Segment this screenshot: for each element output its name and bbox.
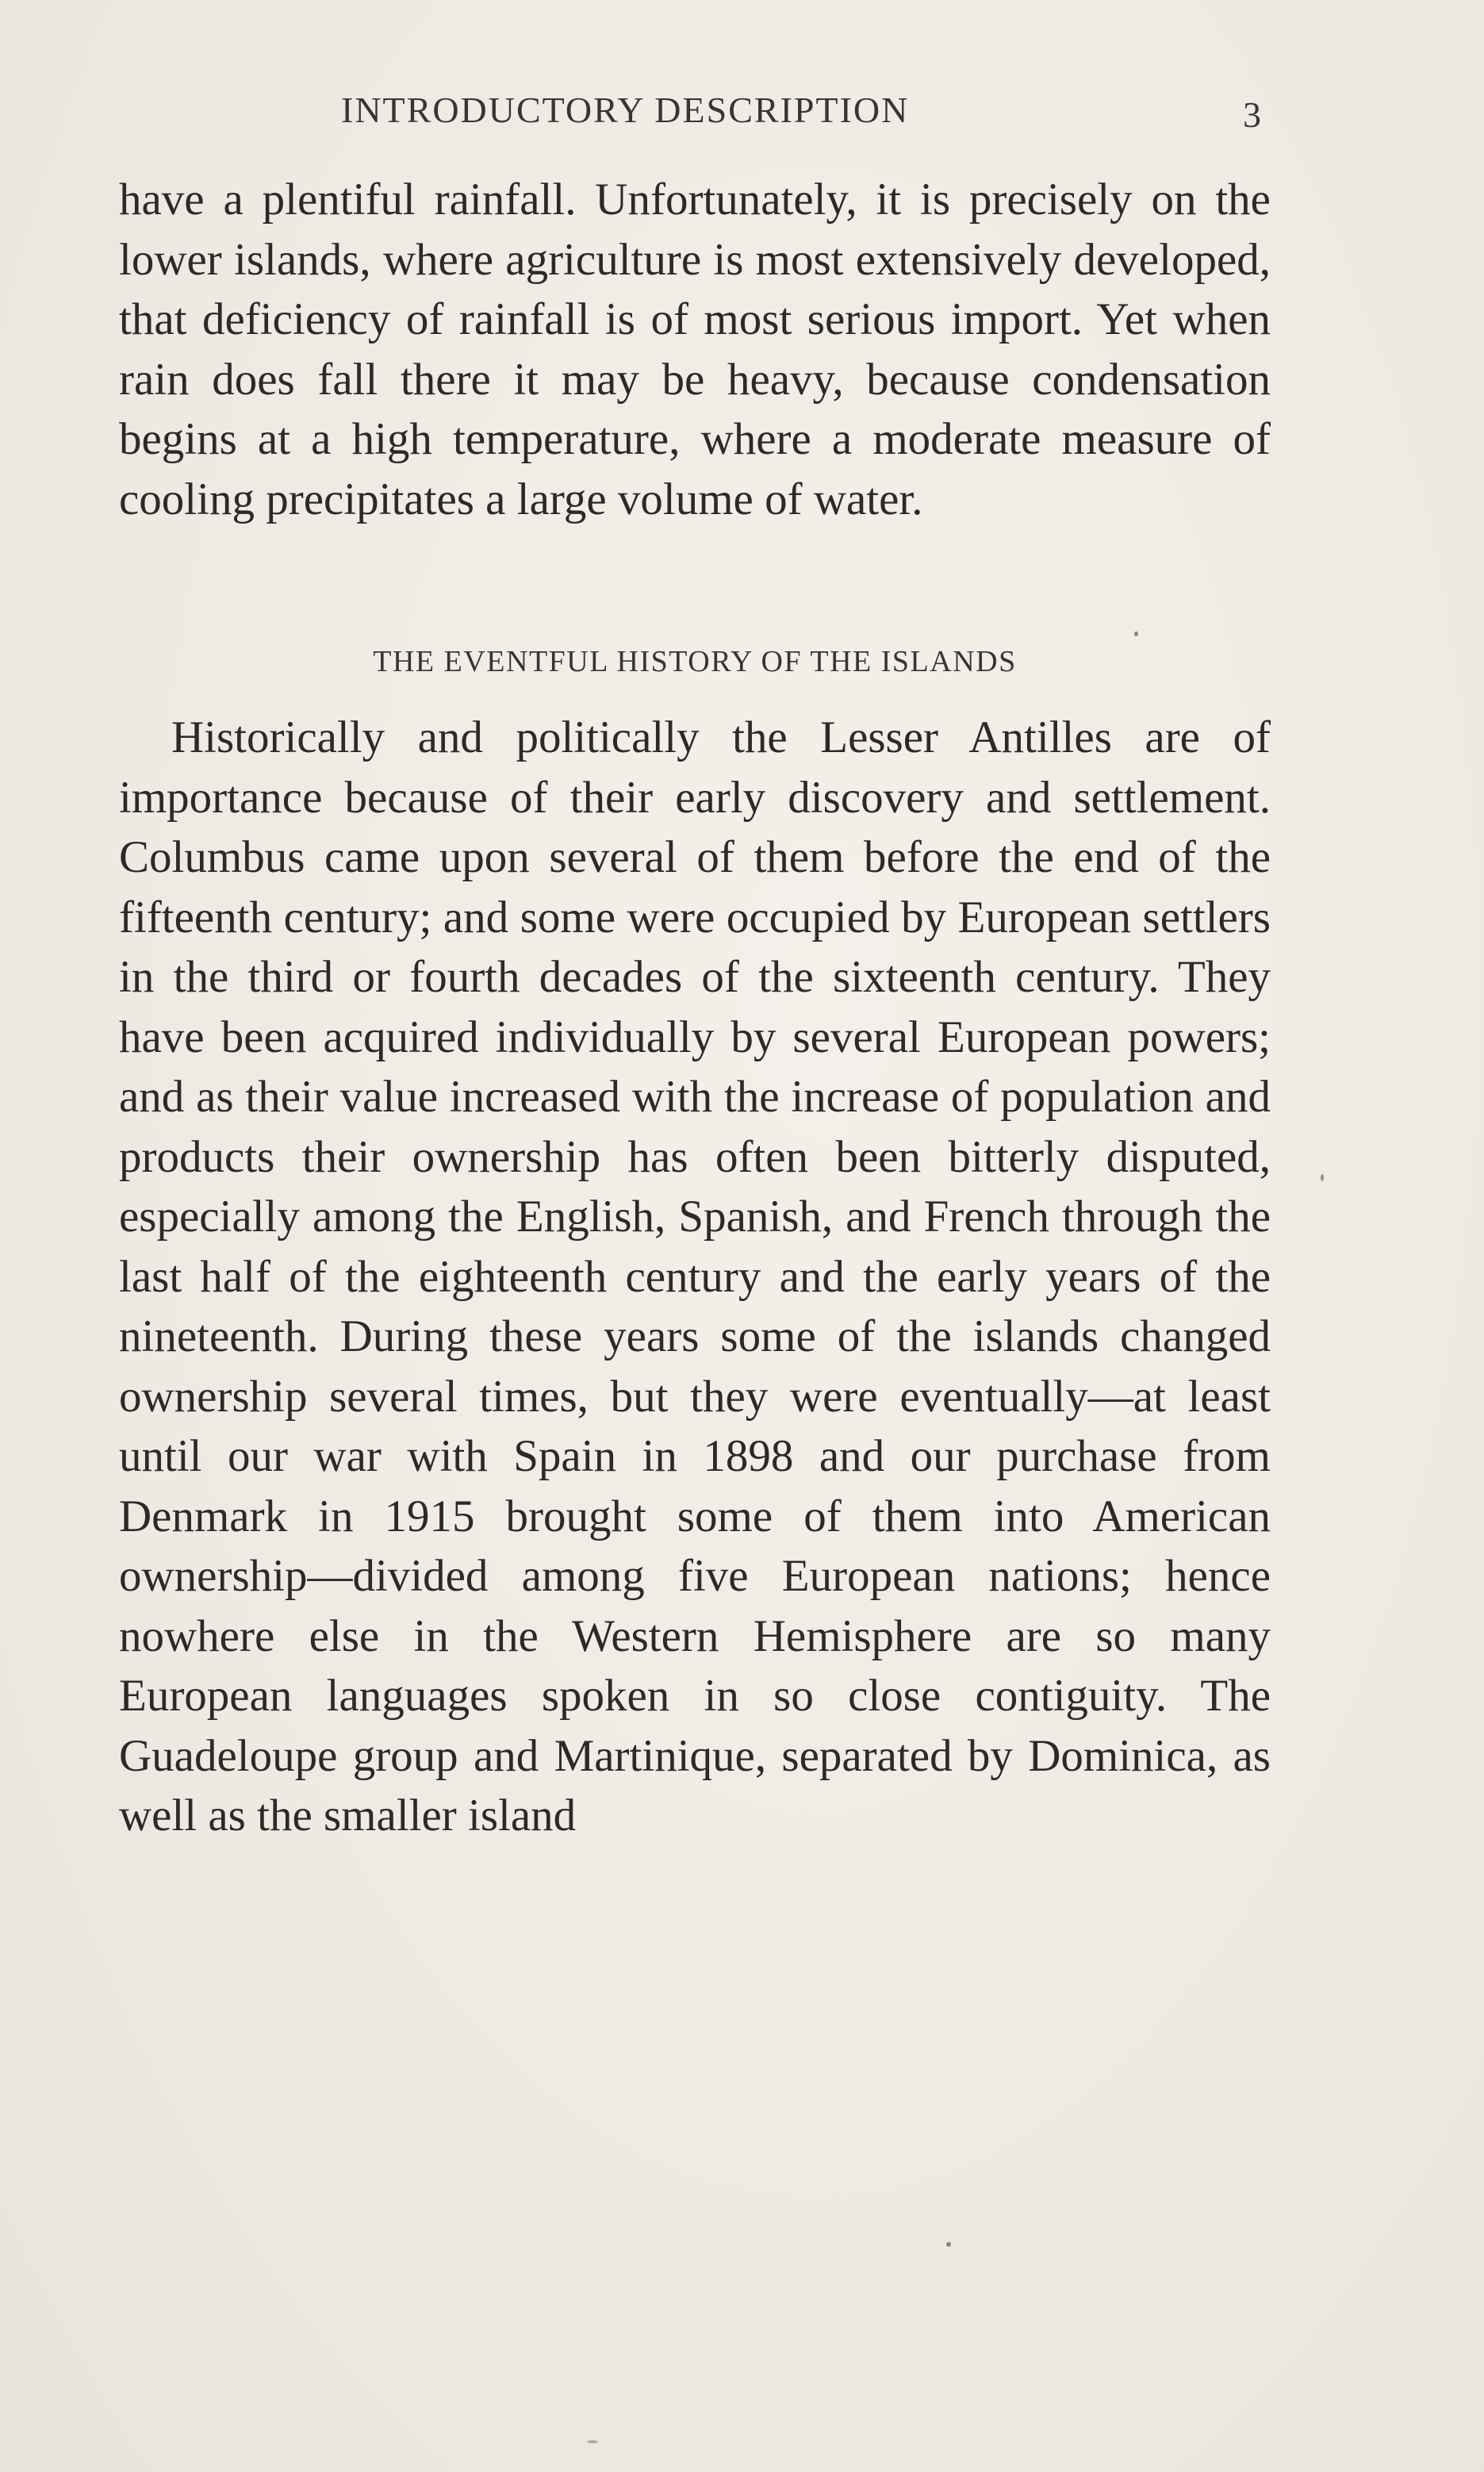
paragraph-continued: have a plentiful rainfall. Unfortunately, it is precisely on the lower islands, where agriculture is most extensively developed, that deficiency of rainfall is of most serious import. Yet when rain does fall there it may be heavy, because condensation begins at a high temperature, where a moderate measure of cooling precipitates a large volume of water.: [119, 175, 1271, 524]
running-head: [119, 89, 1261, 136]
paper-speck: [1321, 1174, 1324, 1181]
running-title: INTRODUCTORY DESCRIPTION: [341, 90, 910, 130]
page-number: 3: [1243, 94, 1261, 135]
section-heading: THE EVENTFUL HISTORY OF THE ISLANDS: [373, 645, 1017, 678]
paper-speck: [946, 2242, 951, 2247]
paper-speck: [1134, 631, 1138, 636]
paragraph-history: Historically and politically the Lesser Antilles are of importance because of their early discovery and settlement. Columbus came upon several of them before the end of the fifteenth century; and some were occupied by European settlers in the third or fourth decades of the sixteenth century. They have been acquired individually by several European powers; and as their value increased with the increase of population and products their ownership has often been bitterly disputed, especially among the English, Spanish, and French through the last half of the eighteenth century and the early years of the nineteenth. During these years some of the islands changed ownership several times, but they were eventually—at least until our war with Spain in 1898 and our purchase from Denmark in 1915 brought some of them into American ownership—divided among five European nations; hence nowhere else in the Western Hemisphere are so many European languages spoken in so close contiguity. The Guadeloupe group and Martinique, separated by Dominica, as well as the smaller island: [119, 712, 1271, 1841]
paper-speck: [587, 2440, 598, 2443]
